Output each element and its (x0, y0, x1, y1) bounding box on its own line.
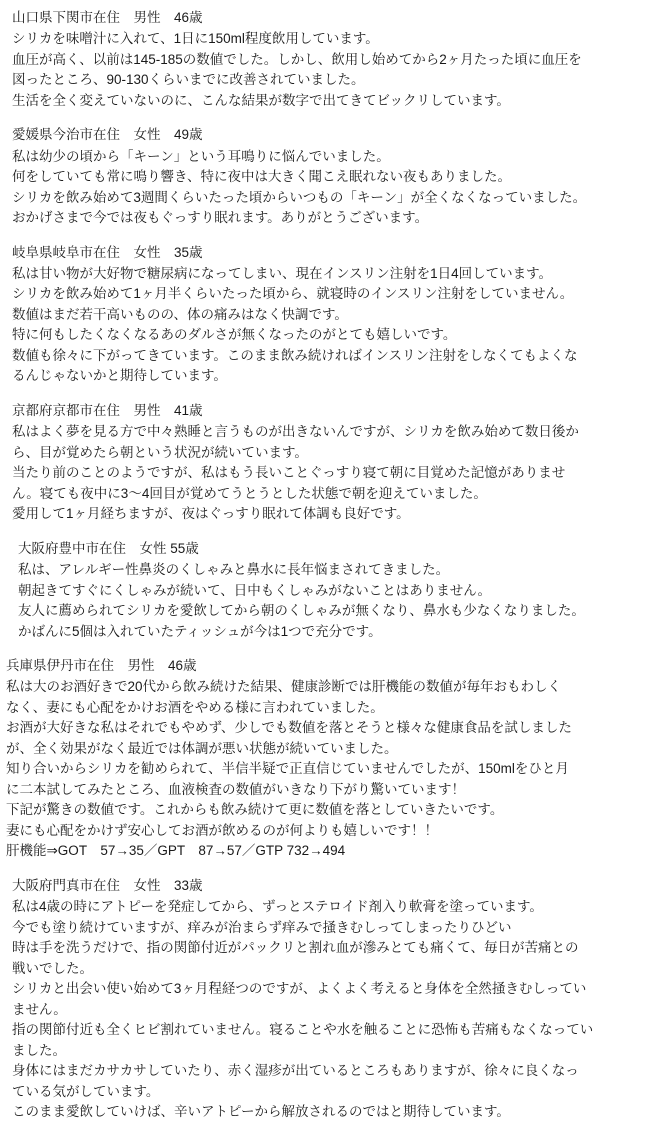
testimonial-line: 数値はまだ若干高いものの、体の痛みはなく快調です。 (12, 306, 348, 322)
testimonial-entry (6, 656, 648, 862)
testimonial-line: 血圧が高く、以前は145-185の数値でした。しかし、飲用し始めてから2ヶ月たった頃に血圧を (12, 51, 582, 67)
testimonial-line: 時は手を洗うだけで、指の関節付近がパックリと割れ血が滲みとても痛くて、毎日が苦痛との (12, 940, 579, 956)
testimonial-line: 肝機能⇒GOT 57→35／GPT 87→57／GTP 732→494 (6, 843, 346, 859)
testimonial-entry (6, 8, 648, 111)
testimonial-line: 私は、アレルギー性鼻炎のくしゃみと鼻水に長年悩まされてきました。 (18, 562, 450, 578)
testimonial-line: 図ったところ、90-130くらいまでに改善されていました。 (12, 72, 365, 88)
testimonial-line: 何をしていても常に鳴り響き、特に夜中は大きく聞こえ眠れない夜もありました。 (12, 169, 511, 185)
testimonial-line: 特に何もしたくなくなるあのダルさが無くなったのがとても嬉しいです。 (12, 327, 457, 343)
testimonial-line: 私は4歳の時にアトピーを発症してから、ずっとステロイド剤入り軟膏を塗っています。 (12, 899, 543, 915)
testimonial-line: 私は大のお酒好きで20代から飲み続けた結果、健康診断では肝機能の数値が毎年おもわしく (6, 679, 562, 695)
testimonial-line: 今でも塗り続けていますが、痒みが治まらず痒みで掻きむしってしまったりひどい (12, 919, 512, 935)
testimonial-line: るんじゃないかと期待しています。 (12, 368, 227, 384)
testimonial-line: 愛用して1ヶ月経ちますが、夜はぐっすり眠れて体調も良好です。 (12, 506, 410, 522)
testimonial-line: シリカを飲み始めて3週間くらいたった頃からいつもの「キーン」が全くなくなっていました。 (12, 189, 587, 205)
testimonial-list (6, 8, 648, 1123)
testimonial-body (12, 147, 648, 229)
testimonial-line: ら、目が覚めたら朝という状況が続いています。 (12, 444, 308, 460)
testimonial-line: 身体にはまだカサカサしていたり、赤く湿疹が出ているところもありますが、徐々に良くなっ (12, 1063, 579, 1079)
testimonial-line: ました。 (12, 1042, 66, 1058)
testimonial-body (6, 677, 648, 862)
testimonial-line: ん。寝ても夜中に3～4回目が覚めてうとうとした状態で朝を迎えていました。 (12, 485, 487, 501)
testimonial-author-line: 岐阜県岐阜市在住 女性 35歳 (12, 244, 203, 260)
testimonial-line: 妻にも心配をかけず安心してお酒が飲めるのが何よりも嬉しいです！！ (6, 822, 438, 838)
testimonial-line: ている気がしています。 (12, 1083, 160, 1099)
testimonial-line: 朝起きてすぐにくしゃみが続いて、日中もくしゃみがないことはありません。 (18, 582, 492, 598)
testimonial-line: このまま愛飲していけば、辛いアトピーから解放されるのではと期待しています。 (12, 1104, 510, 1120)
testimonial-author-line: 山口県下関市在住 男性 46歳 (12, 10, 203, 25)
testimonial-line: 戦いでした。 (12, 960, 93, 976)
testimonial-line: 指の関節付近も全くヒビ割れていません。寝ることや水を触ることに恐怖も苦痛もなくなってい (12, 1022, 594, 1038)
testimonial-entry (6, 401, 648, 525)
testimonial-line: 私はよく夢を見る方で中々熟睡と言うものが出きないんですが、シリカを飲み始めて数日後か (12, 424, 579, 440)
testimonial-line: ません。 (12, 1001, 67, 1017)
testimonial-author-line: 大阪府豊中市在住 女性 55歳 (18, 540, 199, 556)
testimonial-line: 生活を全く変えていないのに、こんな結果が数字で出てきてビックリしています。 (12, 92, 510, 108)
testimonial-line: 当たり前のことのようですが、私はもう長いことぐっすり寝て朝に目覚めた記憶がありませ (12, 465, 566, 481)
testimonial-entry (6, 125, 648, 228)
testimonial-line: 下記が驚きの数値です。これからも飲み続けて更に数値を落としていきたいです。 (6, 802, 504, 818)
testimonial-line: シリカを味噌汁に入れて、1日に150ml程度飲用しています。 (12, 31, 379, 47)
testimonial-author-line: 大阪府門真市在住 女性 33歳 (12, 878, 203, 893)
testimonial-line: お酒が大好きな私はそれでもやめず、少しでも数値を落とそうと様々な健康食品を試しました (6, 720, 572, 736)
testimonial-line: シリカを飲み始めて1ヶ月半くらいたった頃から、就寝時のインスリン注射をしていません。 (12, 286, 574, 302)
testimonial-line: 知り合いからシリカを勧められて、半信半疑で正直信じていませんでしたが、150mlをひと月 (6, 761, 569, 777)
testimonial-body (12, 29, 648, 111)
testimonial-line: 私は幼少の頃から「キーン」という耳鳴りに悩んでいました。 (12, 148, 390, 164)
testimonial-line: 私は甘い物が大好物で糖尿病になってしまい、現在インスリン注射を1日4回しています。 (12, 265, 553, 281)
testimonial-line: 友人に薦められてシリカを愛飲してから朝のくしゃみが無くなり、鼻水も少なくなりました。 (18, 603, 585, 619)
testimonial-body (12, 897, 648, 1123)
testimonial-line: おかげさまで今では夜もぐっすり眠れます。ありがとうございます。 (12, 210, 429, 226)
testimonial-line: シリカと出会い使い始めて3ヶ月程経つのですが、よくよく考えると身体を全然掻きむしってい (12, 981, 587, 997)
testimonial-body (12, 264, 648, 387)
testimonial-line: なく、妻にも心配をかけお酒をやめる様に言われていました。 (6, 699, 384, 715)
testimonial-line: に二本試してみたところ、血液検査の数値がいきなり下がり驚いています！ (6, 781, 465, 797)
testimonial-author-line: 京都府京都市在住 男性 41歳 (12, 402, 203, 418)
testimonial-body (12, 422, 648, 525)
testimonial-line: が、全く効果がなく最近では体調が悪い状態が続いていました。 (6, 740, 398, 756)
testimonial-entry (6, 243, 648, 387)
testimonial-author-line: 兵庫県伊丹市在住 男性 46歳 (6, 658, 197, 674)
testimonial-body (18, 560, 648, 642)
testimonial-line: かばんに5個は入れていたティッシュが今は1つで充分です。 (18, 623, 382, 639)
testimonial-entry (6, 876, 648, 1123)
testimonial-entry (6, 539, 648, 642)
testimonial-line: 数値も徐々に下がってきています。このまま飲み続ければインスリン注射をしなくてもよくな (12, 347, 578, 363)
testimonial-author-line: 愛媛県今治市在住 女性 49歳 (12, 127, 203, 143)
